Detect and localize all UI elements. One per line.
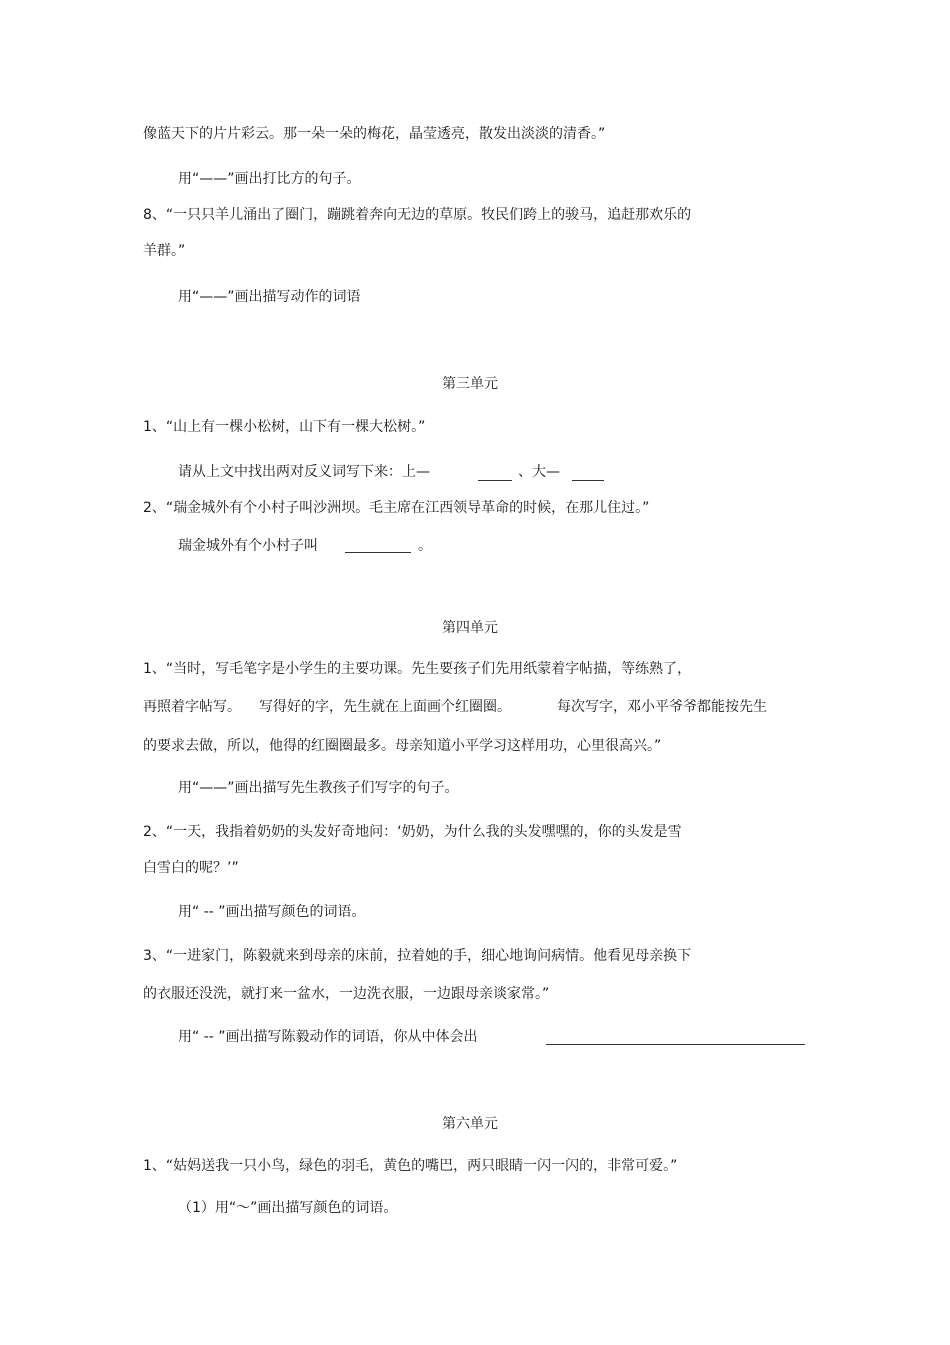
unit-3-question-1: 1、“山上有一棵小松树，山下有一棵大松树。”: [143, 419, 426, 435]
unit-4-question-1-line2a: 再照着字帖写。: [143, 699, 241, 715]
unit-3-instruction-2b: 。: [418, 538, 432, 554]
answer-blank[interactable]: [572, 480, 604, 481]
unit-3-instruction-1b: 、大—: [518, 464, 560, 480]
instruction-text: 用“——”画出打比方的句子。: [178, 171, 361, 187]
unit-6-title: 第六单元: [442, 1116, 498, 1132]
unit-3-instruction-2a: 瑞金城外有个小村子叫: [178, 538, 318, 554]
instruction-text: 用“ -- ”画出描写颜色的词语。: [178, 904, 366, 920]
unit-3-instruction-1a: 请从上文中找出两对反义词写下来：上—: [178, 464, 430, 480]
unit-4-question-1-line3: 的要求去做，所以，他得的红圈圈最多。母亲知道小平学习这样用功，心里很高兴。”: [143, 738, 662, 754]
unit-4-title: 第四单元: [442, 620, 498, 636]
question-8-line2: 羊群。”: [143, 243, 186, 259]
unit-4-question-3-line1: 3、“一进家门，陈毅就来到母亲的床前，拉着她的手，细心地询问病情。他看见母亲换下: [143, 948, 692, 964]
unit-4-question-2-line2: 白雪白的呢？’”: [143, 860, 239, 876]
answer-blank[interactable]: [345, 552, 411, 553]
unit-3-title: 第三单元: [442, 376, 498, 392]
unit-6-question-1: 1、“姑妈送我一只小鸟，绿色的羽毛，黄色的嘴巴，两只眼睛一闪一闪的，非常可爱。”: [143, 1158, 678, 1174]
instruction-text: （1）用“～”画出描写颜色的词语。: [178, 1200, 398, 1216]
unit-3-question-2: 2、“瑞金城外有个小村子叫沙洲坝。毛主席在江西领导革命的时候，在那儿住过。”: [143, 500, 650, 516]
unit-4-question-1-line2b: 写得好的字，先生就在上面画个红圈圈。: [259, 699, 511, 715]
question-8-line1: 8、“一只只羊儿涌出了圈门，蹦跳着奔向无边的草原。牧民们跨上的骏马，追赶那欢乐的: [143, 207, 692, 223]
instruction-text: 用“——”画出描写动作的词语: [178, 289, 361, 305]
answer-blank[interactable]: [478, 480, 512, 481]
unit-4-question-1-line1: 1、“当时，写毛笔字是小学生的主要功课。先生要孩子们先用纸蒙着字帖描，等练熟了，: [143, 661, 692, 677]
instruction-text: 用“ -- ”画出描写陈毅动作的词语，你从中体会出: [178, 1029, 478, 1045]
answer-blank[interactable]: [546, 1044, 805, 1045]
unit-4-question-2-line1: 2、“一天，我指着奶奶的头发好奇地问：‘奶奶，为什么我的头发嘿嘿的，你的头发是雪: [143, 824, 682, 840]
unit-4-question-1-line2c: 每次写字，邓小平爷爷都能按先生: [557, 699, 767, 715]
unit-4-question-3-line2: 的衣服还没洗，就打来一盆水，一边洗衣服，一边跟母亲谈家常。”: [143, 986, 550, 1002]
instruction-text: 用“——”画出描写先生教孩子们写字的句子。: [178, 780, 459, 796]
passage-continuation: 像蓝天下的片片彩云。那一朵一朵的梅花，晶莹透亮，散发出淡淡的清香。”: [143, 126, 606, 142]
